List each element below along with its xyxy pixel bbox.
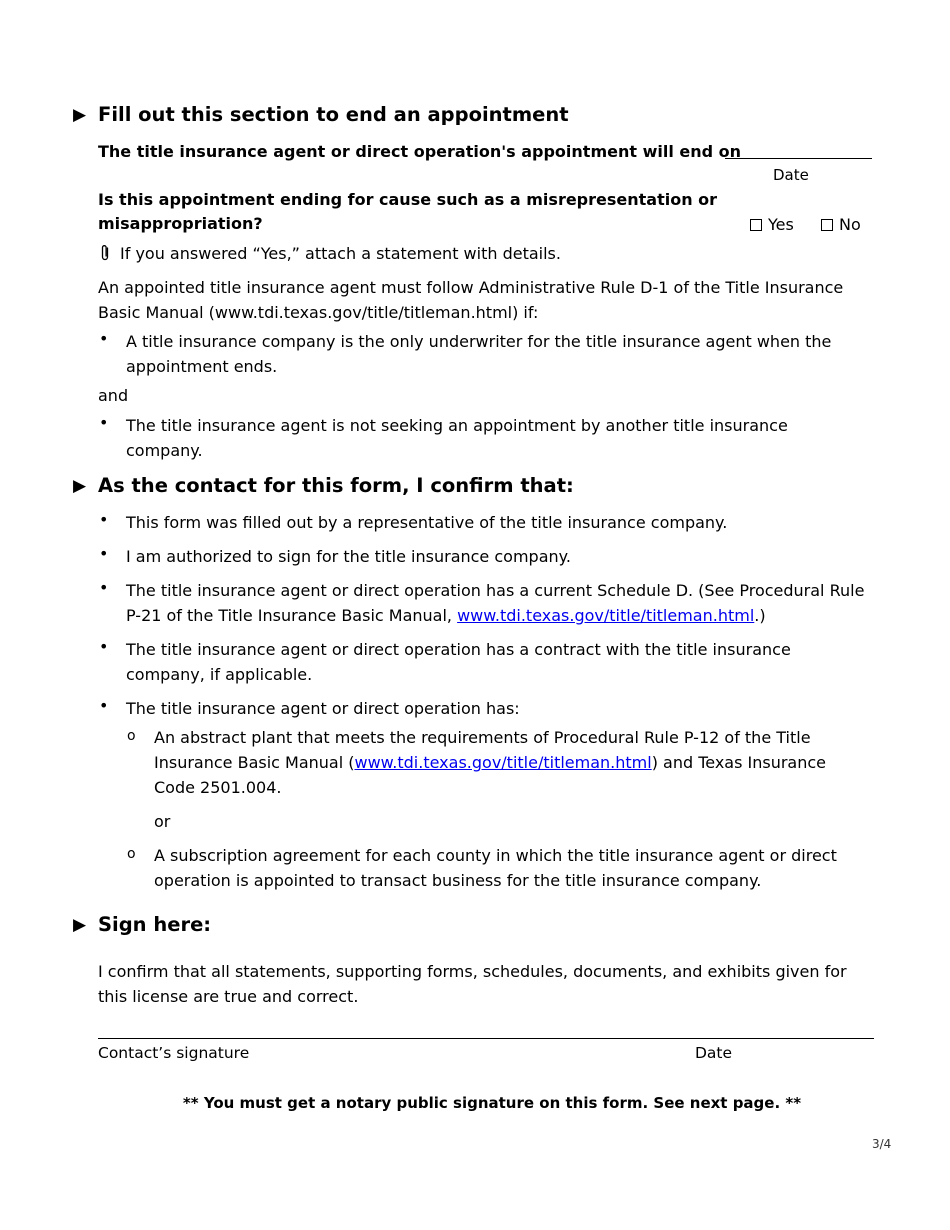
page-number: 3/4 xyxy=(872,1137,892,1151)
confirm-item4-line2: company, if applicable. xyxy=(126,665,313,684)
cause-question-line2: misappropriation? xyxy=(98,214,263,233)
sign-statement-line1: I confirm that all statements, supporting forms, schedules, documents, and exhibits given for xyxy=(98,962,847,981)
bullet-icon: • xyxy=(99,413,109,432)
section-heading-sign: Sign here: xyxy=(98,913,212,936)
confirm-item3-line1: The title insurance agent or direct operation has a current Schedule D. (See Procedural Rule xyxy=(126,581,865,600)
signature-line[interactable] xyxy=(98,1038,874,1039)
rule-bullet1-line1: A title insurance company is the only underwriter for the title insurance agent when the xyxy=(126,332,832,351)
and-text: and xyxy=(98,386,129,405)
rule-intro-line1: An appointed title insurance agent must follow Administrative Rule D-1 of the Title Insurance xyxy=(98,278,844,297)
sub-item2-line1: A subscription agreement for each county in which the title insurance agent or direct xyxy=(154,846,837,865)
sub-bullet-icon: o xyxy=(127,728,136,744)
or-text: or xyxy=(154,812,171,831)
confirm-item4-line1: The title insurance agent or direct operation has a contract with the title insurance xyxy=(126,640,791,659)
notary-note: ** You must get a notary public signature on this form. See next page. ** xyxy=(182,1094,802,1112)
rule-bullet2-line1: The title insurance agent is not seeking an appointment by another title insurance xyxy=(126,416,788,435)
section-arrow-icon: ▶ xyxy=(73,476,87,496)
section-arrow-icon: ▶ xyxy=(73,915,87,935)
bullet-icon: • xyxy=(99,544,109,563)
confirm-item1: This form was filled out by a representative of the title insurance company. xyxy=(126,513,728,532)
titleman-link[interactable]: www.tdi.texas.gov/title/titleman.html xyxy=(354,753,652,772)
paperclip-icon xyxy=(99,244,111,266)
end-date-label: Date xyxy=(773,166,809,184)
section-arrow-icon: ▶ xyxy=(73,105,87,125)
attach-note: If you answered “Yes,” attach a statement with details. xyxy=(120,244,561,263)
signature-label: Contact’s signature xyxy=(98,1044,250,1062)
rule-bullet2-line2: company. xyxy=(126,441,203,460)
yes-label: Yes xyxy=(768,215,794,234)
sub-bullet-icon: o xyxy=(127,846,136,862)
confirm-item5: The title insurance agent or direct operation has: xyxy=(126,699,520,718)
bullet-icon: • xyxy=(99,578,109,597)
bullet-icon: • xyxy=(99,510,109,529)
yes-checkbox[interactable] xyxy=(750,212,794,237)
signature-date-label: Date xyxy=(695,1044,733,1062)
bullet-icon: • xyxy=(99,329,109,348)
titleman-link[interactable]: www.tdi.texas.gov/title/titleman.html xyxy=(457,606,755,625)
bullet-icon: • xyxy=(99,696,109,715)
sign-statement-line2: this license are true and correct. xyxy=(98,987,359,1006)
sub-item2-line2: operation is appointed to transact business for the title insurance company. xyxy=(154,871,762,890)
confirm-item3-line2: P-21 of the Title Insurance Basic Manual, www.tdi.texas.gov/title/titleman.html.) xyxy=(126,606,766,625)
checkbox-icon xyxy=(821,219,833,231)
section-heading-end-appointment: Fill out this section to end an appointment xyxy=(98,103,569,126)
rule-intro-line2: Basic Manual (www.tdi.texas.gov/title/titleman.html) if: xyxy=(98,303,539,322)
no-label: No xyxy=(839,215,861,234)
confirm-item2: I am authorized to sign for the title insurance company. xyxy=(126,547,571,566)
no-checkbox[interactable] xyxy=(821,212,861,237)
cause-question-line1: Is this appointment ending for cause such as a misrepresentation or xyxy=(98,190,718,209)
bullet-icon: • xyxy=(99,637,109,656)
sub-item1-line3: Code 2501.004. xyxy=(154,778,282,797)
section-heading-confirm: As the contact for this form, I confirm that: xyxy=(98,474,574,497)
sub-item1-line1: An abstract plant that meets the requirements of Procedural Rule P-12 of the Title xyxy=(154,728,811,747)
checkbox-icon xyxy=(750,219,762,231)
sub-item1-line2: Insurance Basic Manual (www.tdi.texas.gov/title/titleman.html) and Texas Insurance xyxy=(154,753,827,772)
end-date-prompt: The title insurance agent or direct operation's appointment will end on xyxy=(98,142,742,161)
end-date-field[interactable] xyxy=(725,158,872,159)
rule-bullet1-line2: appointment ends. xyxy=(126,357,278,376)
